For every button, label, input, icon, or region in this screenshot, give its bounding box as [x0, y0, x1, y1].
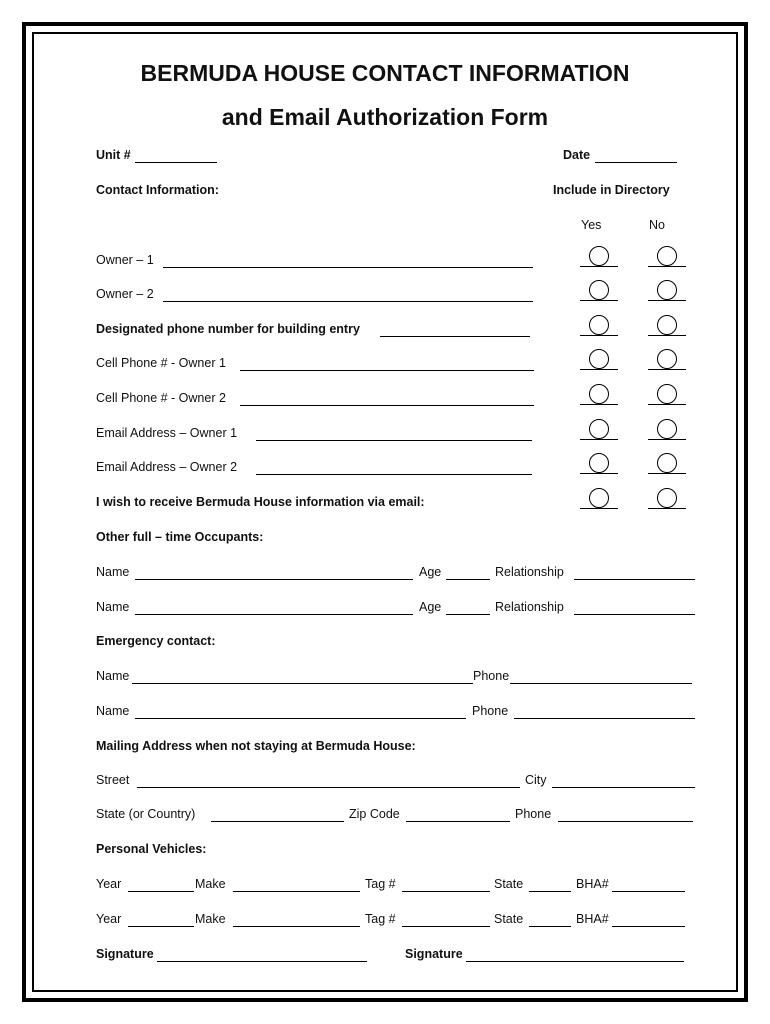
occupant-1-age-field[interactable]	[446, 579, 490, 580]
vehicle-1-make-label: Make	[195, 877, 226, 891]
occupant-2-age-field[interactable]	[446, 614, 490, 615]
vehicle-1-tag-field[interactable]	[402, 891, 490, 892]
yes-radio-underline	[580, 404, 618, 405]
state-country-label: State (or Country)	[96, 807, 196, 821]
cell-owner-2-field[interactable]	[240, 405, 534, 406]
unit-label: Unit #	[96, 148, 131, 162]
yes-radio-owner-1[interactable]	[589, 246, 609, 266]
email-owner-2-field[interactable]	[256, 474, 532, 475]
no-radio-underline	[648, 473, 686, 474]
no-radio-underline	[648, 404, 686, 405]
occupant-2-age-label: Age	[419, 600, 442, 614]
date-field[interactable]	[595, 162, 677, 163]
building-entry-phone-field[interactable]	[380, 336, 530, 337]
zip-field[interactable]	[406, 821, 510, 822]
yes-radio-cell-owner-1[interactable]	[589, 349, 609, 369]
yes-radio-underline	[580, 300, 618, 301]
no-radio-underline	[648, 369, 686, 370]
emergency-1-name-label: Name	[96, 669, 130, 683]
no-radio-underline	[648, 508, 686, 509]
emergency-1-phone-label: Phone	[473, 669, 510, 683]
vehicle-1-year-label: Year	[96, 877, 122, 891]
yes-radio-owner-2[interactable]	[589, 280, 609, 300]
yes-radio-underline	[580, 439, 618, 440]
yes-radio-underline	[580, 473, 618, 474]
zip-label: Zip Code	[349, 807, 400, 821]
yes-column-label: Yes	[581, 218, 602, 232]
email-optin-label: I wish to receive Bermuda House information via email:	[96, 495, 425, 509]
no-radio-owner-2[interactable]	[657, 280, 677, 300]
include-directory-heading: Include in Directory	[553, 183, 670, 197]
vehicles-heading: Personal Vehicles:	[96, 842, 207, 856]
occupant-2-relationship-label: Relationship	[495, 600, 564, 614]
no-radio-email-optin[interactable]	[657, 488, 677, 508]
email-owner-2-label: Email Address – Owner 2	[96, 460, 238, 474]
yes-radio-email-owner-2[interactable]	[589, 453, 609, 473]
owner-2-label: Owner – 2	[96, 287, 154, 301]
occupant-2-relationship-field[interactable]	[574, 614, 695, 615]
yes-radio-email-optin[interactable]	[589, 488, 609, 508]
signature-2-field[interactable]	[466, 961, 684, 962]
occupant-1-relationship-label: Relationship	[495, 565, 564, 579]
city-field[interactable]	[552, 787, 695, 788]
vehicle-2-state-label: State	[494, 912, 524, 926]
mailing-phone-field[interactable]	[558, 821, 693, 822]
vehicle-1-state-field[interactable]	[529, 891, 571, 892]
mailing-phone-label: Phone	[515, 807, 552, 821]
vehicle-1-bha-label: BHA#	[576, 877, 609, 891]
emergency-heading: Emergency contact:	[96, 634, 216, 648]
state-country-field[interactable]	[211, 821, 344, 822]
unit-field[interactable]	[135, 162, 217, 163]
yes-radio-underline	[580, 369, 618, 370]
occupant-1-name-label: Name	[96, 565, 130, 579]
vehicle-2-year-field[interactable]	[128, 926, 194, 927]
emergency-1-phone-field[interactable]	[510, 683, 692, 684]
owner-1-label: Owner – 1	[96, 253, 154, 267]
form-subtitle: and Email Authorization Form	[221, 104, 549, 130]
vehicle-1-make-field[interactable]	[233, 891, 360, 892]
emergency-2-name-label: Name	[96, 704, 130, 718]
city-label: City	[525, 773, 547, 787]
no-column-label: No	[649, 218, 665, 232]
owner-2-field[interactable]	[163, 301, 533, 302]
vehicle-2-make-field[interactable]	[233, 926, 360, 927]
emergency-1-name-field[interactable]	[132, 683, 473, 684]
vehicle-2-bha-field[interactable]	[612, 926, 685, 927]
email-owner-1-label: Email Address – Owner 1	[96, 426, 238, 440]
form-title: BERMUDA HOUSE CONTACT INFORMATION	[140, 60, 630, 86]
no-radio-underline	[648, 300, 686, 301]
contact-info-heading: Contact Information:	[96, 183, 219, 197]
occupant-1-age-label: Age	[419, 565, 442, 579]
no-radio-underline	[648, 266, 686, 267]
date-label: Date	[563, 148, 591, 162]
occupants-heading: Other full – time Occupants:	[96, 530, 264, 544]
vehicle-2-year-label: Year	[96, 912, 122, 926]
owner-1-field[interactable]	[163, 267, 533, 268]
cell-owner-1-label: Cell Phone # - Owner 1	[96, 356, 226, 370]
signature-2-label: Signature	[405, 947, 463, 961]
yes-radio-email-owner-1[interactable]	[589, 419, 609, 439]
vehicle-2-tag-label: Tag #	[365, 912, 396, 926]
yes-radio-underline	[580, 508, 618, 509]
no-radio-email-owner-2[interactable]	[657, 453, 677, 473]
emergency-2-phone-field[interactable]	[514, 718, 695, 719]
email-owner-1-field[interactable]	[256, 440, 532, 441]
building-entry-phone-label: Designated phone number for building entry	[96, 322, 360, 336]
cell-owner-2-label: Cell Phone # - Owner 2	[96, 391, 226, 405]
vehicle-1-bha-field[interactable]	[612, 891, 685, 892]
cell-owner-1-field[interactable]	[240, 370, 534, 371]
occupant-2-name-label: Name	[96, 600, 130, 614]
yes-radio-underline	[580, 266, 618, 267]
yes-radio-underline	[580, 335, 618, 336]
vehicle-2-make-label: Make	[195, 912, 226, 926]
emergency-2-name-field[interactable]	[135, 718, 466, 719]
vehicle-1-year-field[interactable]	[128, 891, 194, 892]
street-label: Street	[96, 773, 130, 787]
no-radio-owner-1[interactable]	[657, 246, 677, 266]
yes-radio-cell-owner-2[interactable]	[589, 384, 609, 404]
mailing-heading: Mailing Address when not staying at Bermuda House:	[96, 739, 416, 753]
street-field[interactable]	[137, 787, 520, 788]
vehicle-2-state-field[interactable]	[529, 926, 571, 927]
no-radio-underline	[648, 335, 686, 336]
emergency-2-phone-label: Phone	[472, 704, 509, 718]
vehicle-1-tag-label: Tag #	[365, 877, 396, 891]
no-radio-cell-owner-2[interactable]	[657, 384, 677, 404]
signature-1-field[interactable]	[157, 961, 367, 962]
occupant-1-relationship-field[interactable]	[574, 579, 695, 580]
no-radio-cell-owner-1[interactable]	[657, 349, 677, 369]
vehicle-1-state-label: State	[494, 877, 524, 891]
no-radio-building-entry[interactable]	[657, 315, 677, 335]
vehicle-2-tag-field[interactable]	[402, 926, 490, 927]
no-radio-email-owner-1[interactable]	[657, 419, 677, 439]
vehicle-2-bha-label: BHA#	[576, 912, 609, 926]
signature-1-label: Signature	[96, 947, 154, 961]
yes-radio-building-entry[interactable]	[589, 315, 609, 335]
occupant-1-name-field[interactable]	[135, 579, 413, 580]
occupant-2-name-field[interactable]	[135, 614, 413, 615]
no-radio-underline	[648, 439, 686, 440]
